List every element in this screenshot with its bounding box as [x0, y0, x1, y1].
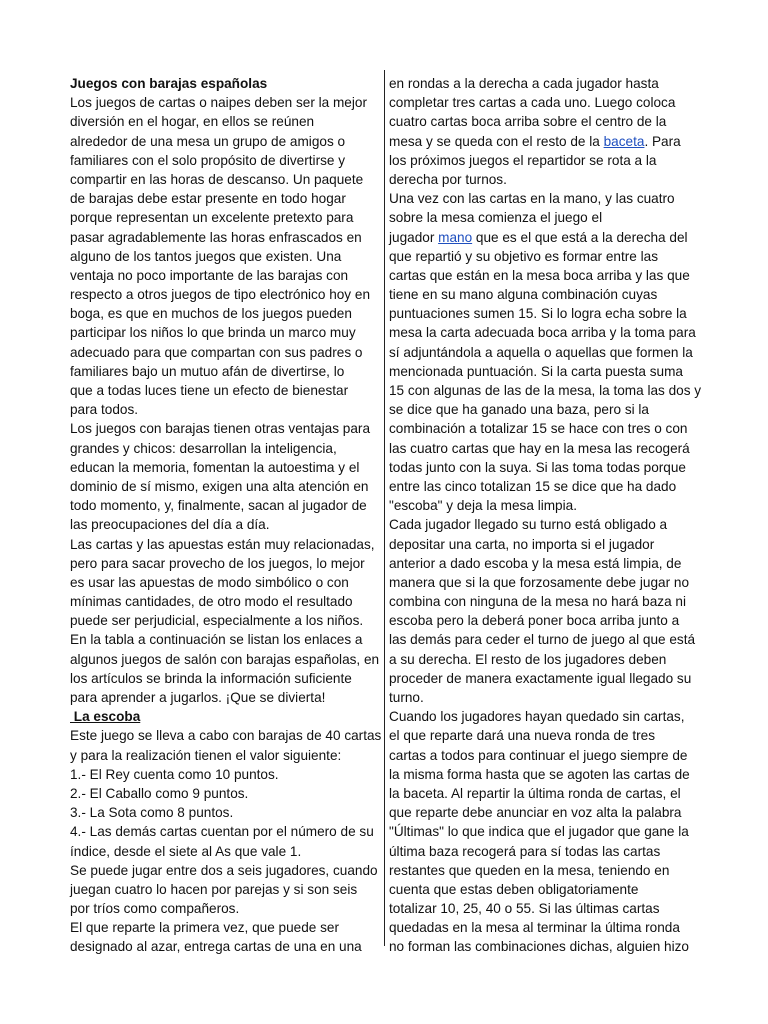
- text-line: "Últimas" lo que indica que el jugador que gane la: [389, 824, 689, 840]
- text-line: las preocupaciones del día a día.: [70, 517, 270, 533]
- text-line: las cuatro cartas que hay en la mesa las recogerá: [389, 440, 690, 456]
- text-line: por tríos como compañeros.: [70, 901, 240, 917]
- text-line: [389, 228, 701, 247]
- text-line: depositar una carta, no importa si el jugador: [389, 536, 655, 552]
- text-line: anterior a dado escoba y la mesa está limpia, de: [389, 555, 682, 571]
- text-line: sí adjuntándola a aquella o aquellas que formen la: [389, 344, 693, 360]
- text-line: porque representan un excelente pretexto para: [70, 210, 354, 226]
- text-fragment: jugador: [389, 229, 439, 245]
- text-line: que a todas luces tiene un efecto de bienestar: [70, 383, 349, 398]
- text-line: combinación a totalizar 15 se hace con tres o con: [389, 421, 688, 437]
- text-line: índice, desde el siete al As que vale 1.: [70, 843, 302, 859]
- text-line: cartas que están en la mesa boca arriba y las que: [389, 267, 690, 283]
- text-line: Cada jugador llegado su turno está obligado a: [389, 517, 668, 533]
- text-line: todo momento, y, finalmente, sacan al jugador de: [70, 498, 367, 514]
- text-line: cartas a todos para continuar el juego siempre de: [389, 747, 688, 763]
- text-line: familiares bajo un mutuo afán de divertirse, lo: [70, 363, 345, 379]
- text-fragment: que es el que está a la derecha del: [472, 229, 688, 245]
- text-line: compartir en las horas de descanso. Un paquete: [70, 171, 364, 187]
- text-line: Este juego se lleva a cabo con barajas de 40 cartas: [70, 728, 382, 744]
- text-line: dominio de sí mismo, exigen una alta atención en: [70, 478, 369, 494]
- text-line: "escoba" y deja la mesa limpia.: [389, 498, 577, 514]
- text-line: Los juegos de cartas o naipes deben ser la mejor: [70, 95, 367, 111]
- text-line: designado al azar, entrega cartas de una en una: [70, 939, 362, 955]
- text-line: [389, 132, 701, 151]
- text-line: manera que si la que forzosamente debe jugar no: [389, 574, 690, 590]
- text-line: adecuado para que compartan con sus padres o: [70, 344, 363, 360]
- text-line: Cuando los jugadores hayan quedado sin cartas,: [389, 709, 685, 725]
- text-line: En la tabla a continuación se listan los enlaces a: [70, 632, 363, 648]
- text-line: juegan cuatro lo hacen por parejas y si son seis: [70, 881, 358, 897]
- text-line: mínimas cantidades, de otro modo el resultado: [70, 594, 353, 610]
- column-divider: [384, 70, 385, 946]
- text-line: sobre la mesa comienza el juego el: [389, 210, 603, 226]
- text-line: Una vez con las cartas en la mano, y las cuatro: [389, 191, 675, 207]
- text-line: escoba pero la deberá poner boca arriba junto a: [389, 613, 680, 629]
- list-item: 4.- Las demás cartas cuentan por el número de su: [70, 824, 374, 840]
- text-line: Las cartas y las apuestas están muy relacionadas,: [70, 536, 375, 552]
- text-line: boga, es que en muchos de los juegos pueden: [70, 306, 352, 322]
- text-line: pasar agradablemente las horas enfrascados en: [70, 229, 362, 245]
- text-line: cuatro cartas boca arriba sobre el centro de la: [389, 114, 667, 130]
- text-line: 15 con algunas de las de la mesa, la toma las dos y: [389, 383, 702, 398]
- text-line: puede ser perjudicial, especialmente a los niños.: [70, 613, 364, 629]
- text-line: mesa la carta adecuada boca arriba y la toma para: [389, 325, 696, 341]
- text-fragment: . Para: [644, 133, 681, 149]
- text-line: Se puede jugar entre dos a seis jugadores, cuando: [70, 862, 378, 878]
- text-line: el que reparte dará una nueva ronda de tres: [389, 728, 656, 744]
- text-line: derecha por turnos.: [389, 171, 507, 187]
- list-item: 1.- El Rey cuenta como 10 puntos.: [70, 766, 279, 782]
- text-line: última baza recogerá para sí todas las cartas: [389, 843, 661, 859]
- text-line: totalizar 10, 25, 40 o 55. Si las últimas cartas: [389, 901, 660, 917]
- list-item: 2.- El Caballo como 9 puntos.: [70, 785, 249, 801]
- text-line: no forman las combinaciones dichas, alguien hizo: [389, 939, 689, 955]
- text-line: combina con ninguna de la mesa no hará baza ni: [389, 594, 686, 610]
- text-line: a su derecha. El resto de los jugadores deben: [389, 651, 667, 667]
- text-line: Los juegos con barajas tienen otras ventajas para: [70, 421, 371, 437]
- text-line: algunos juegos de salón con barajas españolas, en: [70, 651, 380, 667]
- text-line: grandes y chicos: desarrollan la inteligencia,: [70, 440, 337, 456]
- text-line: la misma forma hasta que se agoten las cartas de: [389, 766, 690, 782]
- text-line: los artículos se brinda la información suficiente: [70, 670, 352, 686]
- text-line: para aprender a jugarlos. ¡Que se divierta!: [70, 690, 326, 705]
- left-column: [70, 74, 384, 957]
- text-line: pero para sacar provecho de los juegos, lo mejor: [70, 555, 365, 571]
- text-line: restantes que queden en la mesa, teniendo en: [389, 862, 670, 878]
- text-line: para todos.: [70, 402, 139, 418]
- text-line: entre las cinco totalizan 15 se dice que ha dado: [389, 478, 677, 494]
- text-line: puntuaciones sumen 15. Si lo logra echa sobre la: [389, 306, 687, 322]
- text-line: todas junto con la suya. Si las toma todas porque: [389, 459, 686, 475]
- text-line: se dice que ha ganado una baza, pero si la: [389, 402, 649, 418]
- text-line: mencionada puntuación. Si la carta puesta suma: [389, 363, 683, 379]
- text-line: alguno de los tantos juegos que existen. Una: [70, 248, 342, 264]
- right-column: [389, 74, 701, 957]
- list-item: 3.- La Sota como 8 puntos.: [70, 805, 234, 821]
- text-fragment: mesa y se queda con el resto de la: [389, 133, 604, 149]
- text-line: turno.: [389, 690, 424, 705]
- text-line: alrededor de una mesa un grupo de amigos o: [70, 133, 346, 149]
- text-line: El que reparte la primera vez, que puede ser: [70, 920, 340, 936]
- text-line: participar los niños lo que brinda un marco muy: [70, 325, 356, 341]
- link-mano[interactable]: mano: [438, 229, 473, 245]
- text-line: los próximos juegos el repartidor se rota a la: [389, 152, 657, 168]
- text-line: respecto a otros juegos de tipo electrónico hoy en: [70, 287, 371, 303]
- text-line: educan la memoria, fomentan la autoestima y el: [70, 459, 360, 475]
- text-line: quedadas en la mesa al terminar la última ronda: [389, 920, 680, 936]
- section-heading-la-escoba: La escoba: [70, 709, 141, 725]
- text-line: las demás para ceder el turno de juego al que está: [389, 632, 696, 648]
- text-line: cuenta que estas deben obligatoriamente: [389, 881, 639, 897]
- text-line: y para la realización tienen el valor siguiente:: [70, 747, 342, 763]
- text-line: que reparte debe anunciar en voz alta la palabra: [389, 805, 682, 821]
- text-line: familiares con el solo propósito de divertirse y: [70, 152, 346, 168]
- text-line: proceder de manera exactamente igual llegado su: [389, 670, 692, 686]
- text-line: ventaja no poco importante de las barajas con: [70, 267, 349, 283]
- text-line: diversión en el hogar, en ellos se reúnen: [70, 114, 315, 130]
- text-line: la baceta. Al repartir la última ronda de cartas, el: [389, 785, 681, 801]
- link-baceta[interactable]: baceta: [603, 133, 645, 149]
- text-line: de barajas debe estar presente en todo hogar: [70, 191, 346, 207]
- text-line: que repartió y su objetivo es formar entre las: [389, 248, 658, 264]
- article-title: Juegos con barajas españolas: [70, 76, 268, 91]
- text-line: tiene en su mano alguna combinación cuyas: [389, 287, 658, 303]
- text-line: en rondas a la derecha a cada jugador hasta: [389, 76, 659, 91]
- text-line: es usar las apuestas de modo simbólico o con: [70, 574, 349, 590]
- text-line: completar tres cartas a cada uno. Luego coloca: [389, 95, 676, 111]
